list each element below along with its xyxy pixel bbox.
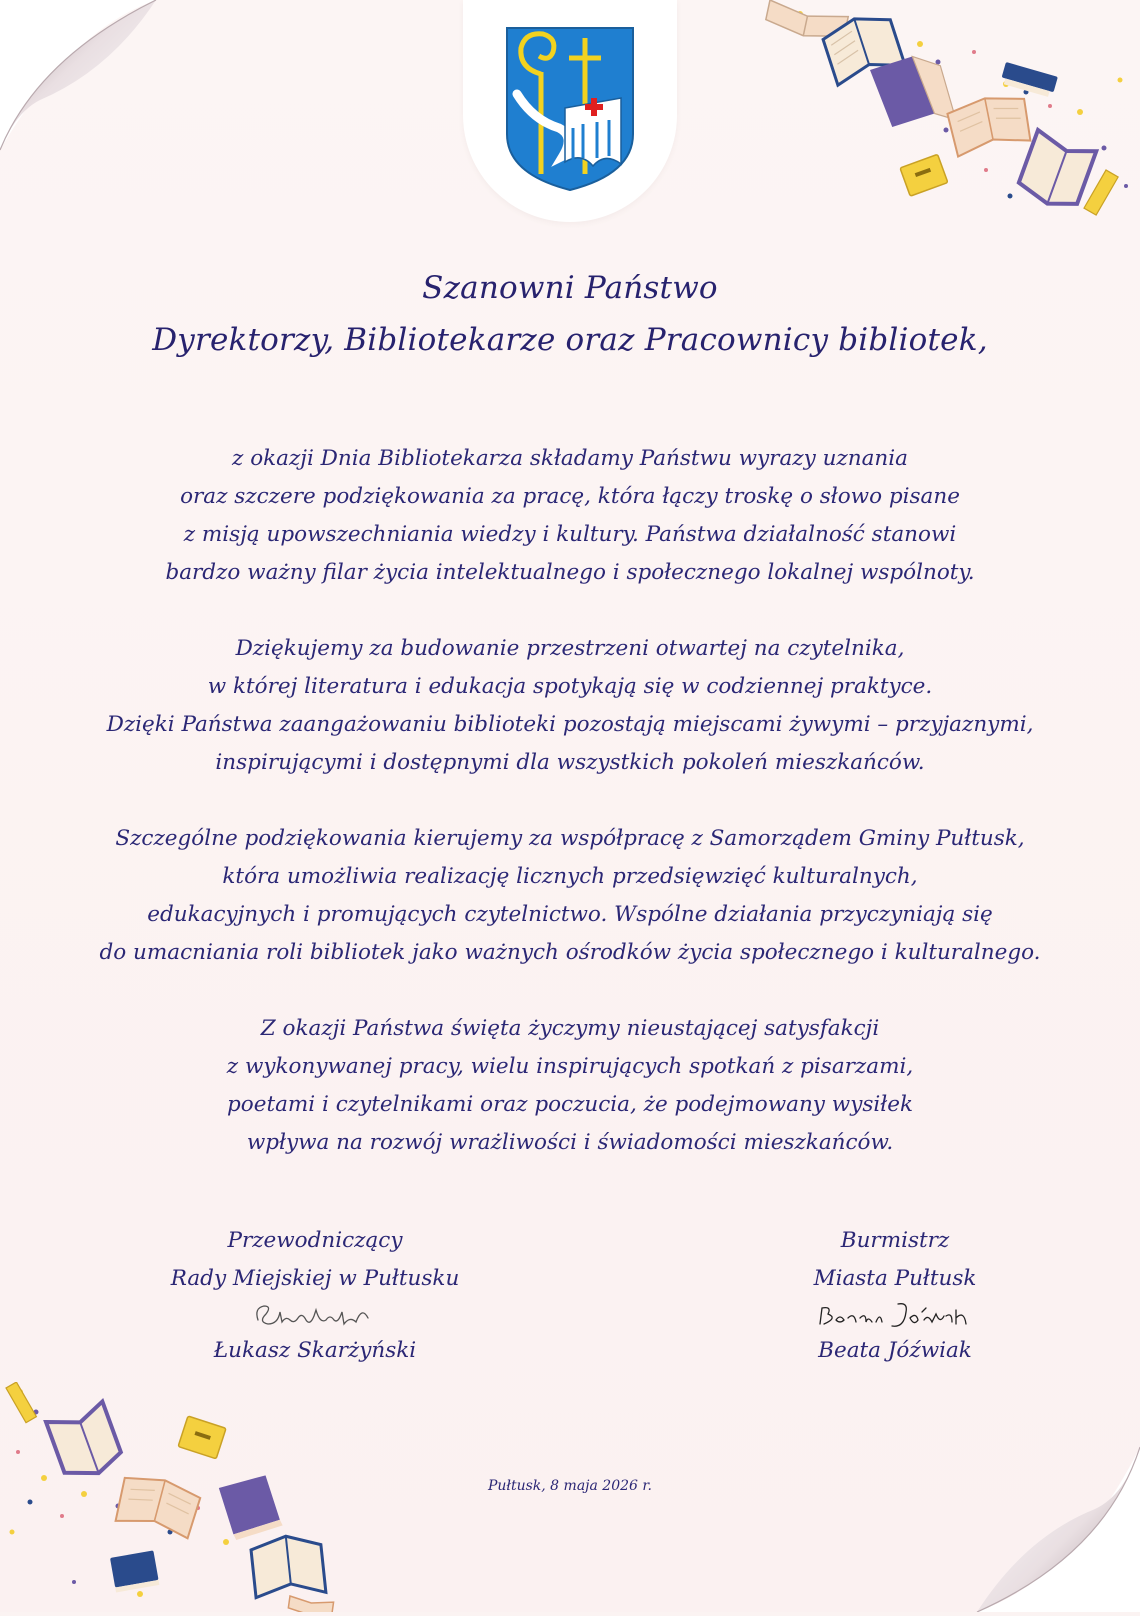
- crest-tab: [463, 0, 677, 222]
- text-line: poetami i czytelnikami oraz poczucia, że podejmowany wysiłek: [227, 1092, 913, 1117]
- signatory-title: Przewodniczący: [227, 1228, 403, 1253]
- text-line: oraz szczere podziękowania za pracę, która łączy troskę o słowo pisane: [180, 484, 960, 509]
- flying-books-top-icon: [760, 0, 1140, 225]
- flying-books-bottom-icon: [0, 1382, 340, 1612]
- signature-block-mayor: [770, 1222, 1020, 1370]
- coat-of-arms-icon: [503, 24, 637, 194]
- text-line: z misją upowszechniania wiedzy i kultury. Państwa działalność stanowi: [183, 522, 957, 547]
- paragraph: [60, 440, 1080, 592]
- text-line: w której literatura i edukacja spotykają się w codziennej praktyce.: [207, 674, 933, 699]
- text-line: wpływa na rozwój wrażliwości i świadomości mieszkańców.: [246, 1130, 894, 1155]
- paragraph: [60, 820, 1080, 972]
- signatory-title: Burmistrz: [840, 1228, 950, 1253]
- letter-body: [60, 440, 1080, 1200]
- page-curl-bottom-right-icon: [965, 1427, 1140, 1612]
- place-and-date: Pułtusk, 8 maja 2026 r.: [488, 1478, 652, 1494]
- handwritten-signature-icon: [770, 1298, 1020, 1332]
- text-line: inspirującymi i dostępnymi dla wszystkich pokoleń mieszkańców.: [215, 750, 925, 775]
- signatory-name: Łukasz Skarżyński: [213, 1338, 417, 1363]
- text-line: Szczególne podziękowania kierujemy za współpracę z Samorządem Gminy Pułtusk,: [115, 826, 1025, 851]
- paragraph: [60, 1010, 1080, 1162]
- greeting-line-2: Dyrektorzy, Bibliotekarze oraz Pracownicy bibliotek,: [152, 322, 988, 358]
- signatory-name: Beata Jóźwiak: [818, 1338, 972, 1363]
- text-line: z wykonywanej pracy, wielu inspirujących spotkań z pisarzami,: [226, 1054, 914, 1079]
- greeting-line-1: Szanowni Państwo: [422, 270, 718, 306]
- text-line: z okazji Dnia Bibliotekarza składamy Państwu wyrazy uznania: [232, 446, 908, 471]
- text-line: Dzięki Państwa zaangażowaniu biblioteki pozostają miejscami żywymi – przyjaznymi,: [106, 712, 1034, 737]
- text-line: do umacniania roli bibliotek jako ważnych ośrodków życia społecznego i kulturalnego.: [99, 940, 1041, 965]
- text-line: Z okazji Państwa święta życzymy nieustającej satysfakcji: [260, 1016, 880, 1041]
- handwritten-signature-icon: [160, 1298, 470, 1332]
- signatory-title: Rady Miejskiej w Pułtusku: [170, 1266, 460, 1291]
- text-line: która umożliwia realizację licznych przedsięwzięć kulturalnych,: [222, 864, 918, 889]
- text-line: Dziękujemy za budowanie przestrzeni otwartej na czytelnika,: [235, 636, 905, 661]
- greeting-heading: [0, 262, 1140, 366]
- signature-block-chairman: [160, 1222, 470, 1370]
- text-line: bardzo ważny filar życia intelektualnego i społecznego lokalnej wspólnoty.: [165, 560, 975, 585]
- page-curl-top-left-icon: [0, 0, 160, 160]
- text-line: edukacyjnych i promujących czytelnictwo. Wspólne działania przyczyniają się: [147, 902, 993, 927]
- paragraph: [60, 630, 1080, 782]
- signatory-title: Miasta Pułtusk: [813, 1266, 977, 1291]
